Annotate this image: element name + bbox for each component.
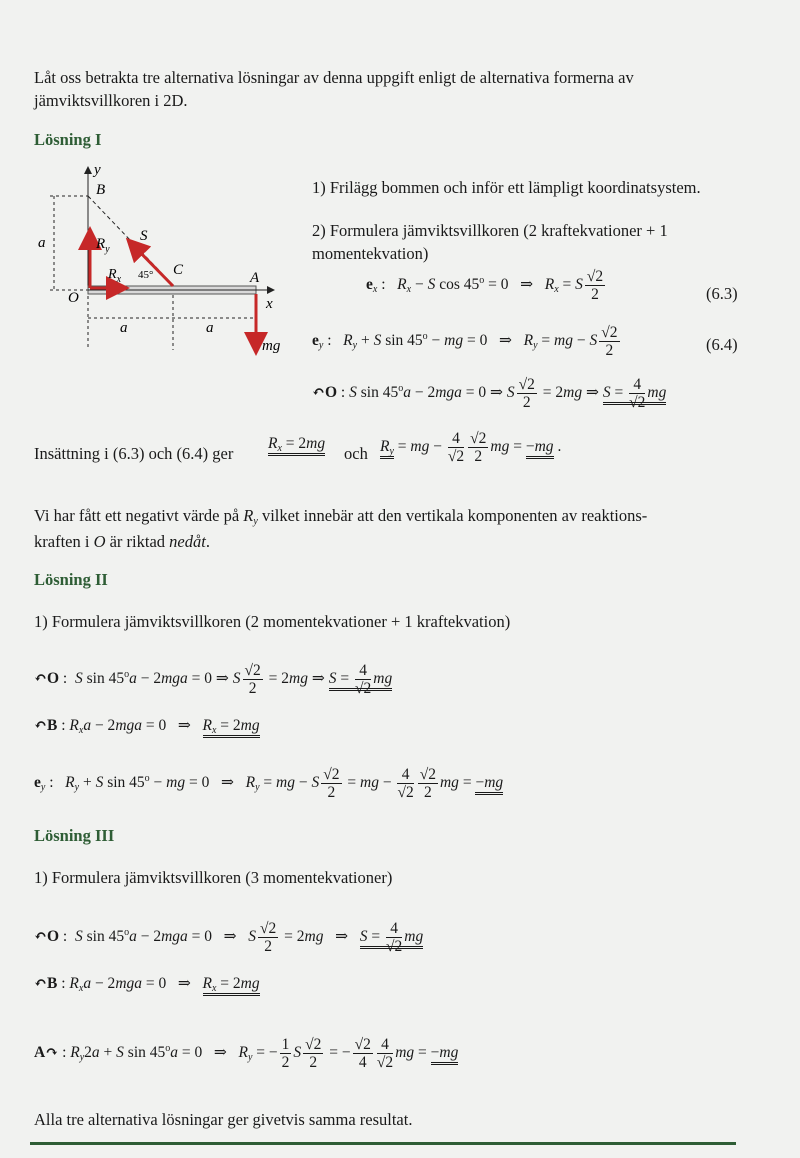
equation-l3-moment-B: ↶B : $R_xa - 2mga = 0$ ⇒ $R_x = 2mg$ — [34, 975, 260, 994]
label-y: y — [94, 162, 101, 178]
label-Rx-sub: x — [116, 274, 122, 285]
equation-l2-ey: $e_y$ : $R_y + S$ $\sin 45^o$ − mg = 0 ⇒ $R_y$ = mg − S $\frac{√2}{2}$ = mg − $\frac{4}{√2}$ $\frac{√2}{2}$ mg = −mg — [34, 766, 504, 801]
equation-6-3: $e_x$ : $R_x - S$ $\cos 45^o = 0$ ⇒ $R_x = S$ $\frac{√2}{2}$ — [366, 268, 604, 303]
conclusion-line-2: kraften i O är riktad nedåt. — [34, 532, 210, 551]
equation-l3-moment-O: ↶O : S $\sin 45^oa - 2mga = 0$ ⇒ S $\frac{√2}{2}$ = 2mg ⇒ S = $\frac{4}{√2}$ mg — [34, 920, 424, 955]
svg-text:Ry — [95, 236, 110, 255]
label-mg: mg — [262, 338, 281, 354]
label-Rx: R — [108, 267, 117, 282]
label-O: O — [68, 290, 79, 306]
equation-l2-moment-B: ↶B : $R_xa - 2mga = 0$ ⇒ $R_x = 2mg$ — [34, 717, 260, 736]
free-body-diagram — [28, 160, 298, 360]
eq-6-4-label: (6.4) — [706, 335, 738, 354]
label-Ry-sub: y — [105, 244, 110, 255]
label-Ry: R — [96, 236, 106, 252]
equation-insert-result: $R_x = 2mg$ — [268, 435, 326, 454]
bottom-rule — [30, 1142, 736, 1145]
label-x: x — [266, 296, 273, 312]
label-a-right: a — [206, 320, 214, 336]
label-A: A — [250, 270, 260, 286]
losning2-step1: 1) Formulera jämviktsvillkoren (2 momentekvationer + 1 kraftekvation) — [34, 612, 511, 631]
label-a-left: a — [120, 320, 128, 336]
eq-6-3-label: (6.3) — [706, 284, 738, 303]
label-B: B — [96, 182, 106, 198]
losning1-step1: 1) Frilägg bommen och inför ett lämpligt koordinatsystem. — [312, 178, 701, 197]
svg-text:Rx — [107, 267, 122, 285]
label-C: C — [173, 262, 184, 278]
heading-losning-3: Lösning III — [34, 826, 115, 845]
label-S: S — [140, 228, 148, 244]
insert-text: Insättning i (6.3) och (6.4) ger — [34, 444, 234, 463]
label-angle: 45° — [138, 269, 154, 281]
heading-losning-1: Lösning I — [34, 130, 102, 149]
equation-l3-moment-A: A↷ : $R_y2a + S$ $\sin 45^oa = 0$ ⇒ $R_y$ = − $\frac{1}{2}$ S $\frac{√2}{2}$ = − $\frac{√2}{4}$ $\frac{4}{√2}$ mg = −mg — [34, 1036, 459, 1071]
losning3-step1: 1) Formulera jämviktsvillkoren (3 momentekvationer) — [34, 868, 393, 887]
final-sentence: Alla tre alternativa lösningar ger givetvis samma resultat. — [34, 1110, 413, 1129]
equation-6-4: $e_y$ : $R_y + S$ $\sin 45^o$ − mg = 0 ⇒ $R_y$ = mg − S $\frac{√2}{2}$ — [312, 324, 618, 359]
equation-moment-O-1: ↶O : S $\sin 45^oa - 2mga = 0$ ⇒ S $\frac{√2}{2}$ = 2mg ⇒ S = $\frac{4}{√2}$ mg — [312, 376, 667, 411]
equation-insert-ry: $R_y$ = mg − $\frac{4}{√2}$ $\frac{√2}{2}$ mg = −mg . — [380, 430, 562, 465]
och-word: och — [344, 444, 368, 463]
intro-paragraph: Låt oss betrakta tre alternativa lösningar av denna uppgift enligt de alternativa formerna av jämviktsvillkoren i 2D. — [34, 68, 634, 110]
losning1-step2: 2) Formulera jämviktsvillkoren (2 kraftekvationer + 1 momentekvation) — [312, 221, 668, 263]
equation-l2-moment-O: ↶O : S $\sin 45^oa - 2mga = 0$ ⇒ S $\frac{√2}{2}$ = 2mg ⇒ S = $\frac{4}{√2}$ mg — [34, 662, 393, 697]
label-a-vertical: a — [38, 235, 46, 251]
heading-losning-2: Lösning II — [34, 570, 108, 589]
conclusion-line-1: Vi har fått ett negativt värde på $R_y$ vilket innebär att den vertikala komponenten av reaktions- — [34, 506, 648, 527]
